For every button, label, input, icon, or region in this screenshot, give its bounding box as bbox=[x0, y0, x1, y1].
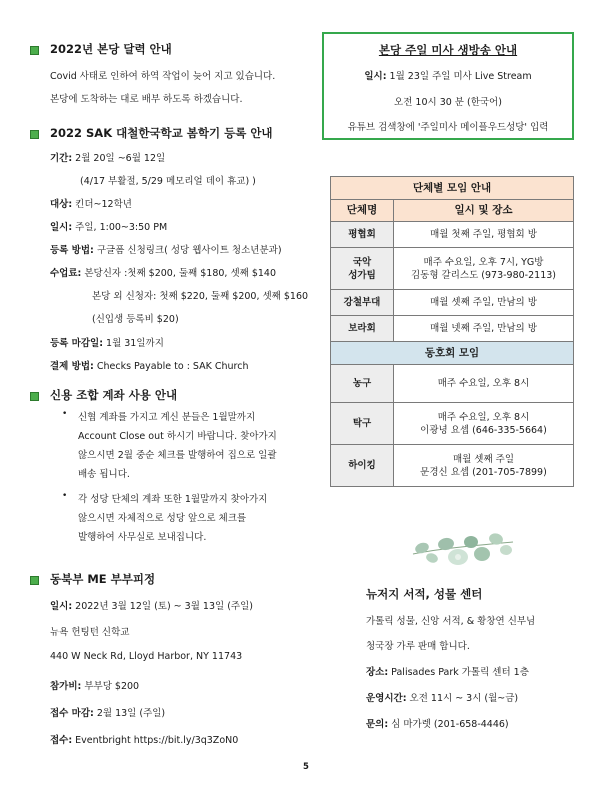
table-row bbox=[331, 248, 574, 290]
me-apply: 접수: Eventbright https://bit.ly/3q3ZoN0 bbox=[50, 735, 239, 746]
groups-title: 단체별 모임 안내 bbox=[331, 177, 574, 200]
clubs-title: 동호회 모임 bbox=[331, 342, 574, 365]
school-registration: 등록 방법: 구글폼 신청링크( 성당 웹사이트 청소년분과) bbox=[50, 245, 282, 256]
group-meetings-table bbox=[330, 176, 574, 487]
school-fee: 수업료: 본당신자 :첫째 $200, 둘째 $180, 셋째 $140 bbox=[50, 268, 277, 279]
calendar-title: 2022년 본당 달력 안내 bbox=[50, 42, 172, 56]
me-place: 뉴욕 헌팅턴 신학교 bbox=[50, 627, 130, 638]
me-fee: 참가비: 부부당 $200 bbox=[50, 681, 140, 692]
credit-union-b1-line-3: 않으시면 2월 중순 체크를 발행하여 집으로 일괄 bbox=[78, 450, 277, 461]
table-row bbox=[331, 290, 574, 316]
school-period-note: (4/17 부활절, 5/29 메모리얼 데이 휴교) ) bbox=[80, 176, 256, 187]
group-name: 국악 성가팀 bbox=[331, 248, 394, 290]
school-period: 기간: 2월 20일 ~6월 12일 bbox=[50, 153, 166, 164]
group-info: 매월 첫째 주일, 평협회 방 bbox=[394, 222, 574, 248]
table-row bbox=[331, 316, 574, 342]
bookstore-hours: 운영시간: 오전 11시 ~ 3시 (월~금) bbox=[366, 693, 519, 704]
bookstore-line-2: 청국장 가루 판매 합니다. bbox=[366, 641, 470, 652]
eucalyptus-leaves-icon bbox=[408, 524, 518, 574]
credit-union-b1-line-2: Account Close out 하시기 바랍니다. 찾아가지 bbox=[78, 431, 277, 442]
group-name: 강철부대 bbox=[331, 290, 394, 316]
school-fee-line-2: 본당 외 신청자: 첫째 $220, 둘째 $200, 셋째 $160 bbox=[92, 291, 309, 302]
table-row bbox=[331, 445, 574, 487]
club-info: 매주 수요일, 오후 8시 이광녕 요셉 (646-335-5664) bbox=[394, 403, 574, 445]
live-stream-time: 일시: 1월 23일 주일 미사 Live Stream bbox=[364, 71, 532, 82]
school-time: 일시: 주일, 1:00~3:50 PM bbox=[50, 222, 168, 233]
section-bullet-icon bbox=[30, 130, 39, 139]
page-number: 5 bbox=[303, 762, 309, 772]
live-stream-title: 본당 주일 미사 생방송 안내 bbox=[378, 43, 518, 57]
list-bullet-icon: • bbox=[62, 409, 68, 419]
group-name: 평협회 bbox=[331, 222, 394, 248]
live-stream-youtube: 유튜브 검색창에 '주일미사 메이플우드성당' 입력 bbox=[347, 122, 549, 133]
group-info: 매월 셋째 주일, 만남의 방 bbox=[394, 290, 574, 316]
group-info: 매월 넷째 주일, 만남의 방 bbox=[394, 316, 574, 342]
credit-union-b1-line-1: 신협 계좌를 가지고 계신 분들은 1월말까지 bbox=[78, 412, 256, 423]
live-stream-time-line-2: 오전 10시 30 분 (한국어) bbox=[394, 97, 502, 108]
list-bullet-icon: • bbox=[62, 491, 68, 501]
school-target: 대상: 킨더~12학년 bbox=[50, 199, 132, 210]
section-bullet-icon bbox=[30, 576, 39, 585]
table-row bbox=[331, 365, 574, 403]
club-name: 하이킹 bbox=[331, 445, 394, 487]
club-name: 탁구 bbox=[331, 403, 394, 445]
table-row bbox=[331, 222, 574, 248]
me-address: 440 W Neck Rd, Lloyd Harbor, NY 11743 bbox=[50, 651, 243, 662]
bookstore-contact: 문의: 심 마가렛 (201-658-4446) bbox=[366, 719, 509, 730]
group-info: 매주 수요일, 오후 7시, YG방 김동형 갈리스도 (973-980-2113) bbox=[394, 248, 574, 290]
group-name: 보라회 bbox=[331, 316, 394, 342]
me-deadline: 접수 마감: 2월 13일 (주일) bbox=[50, 708, 166, 719]
credit-union-title: 신용 조합 계좌 사용 안내 bbox=[50, 388, 178, 402]
groups-col-info: 일시 및 장소 bbox=[394, 200, 574, 222]
school-fee-line-3: (신입생 등록비 $20) bbox=[92, 314, 179, 325]
credit-union-b2-line-2: 않으시면 자체적으로 성당 앞으로 체크를 bbox=[78, 513, 247, 524]
calendar-line-2: 본당에 도착하는 대로 배부 하도록 하겠습니다. bbox=[50, 94, 243, 105]
section-bullet-icon bbox=[30, 392, 39, 401]
bookstore-line-1: 가톨릭 성물, 신앙 서적, & 황창연 신부님 bbox=[366, 616, 536, 627]
bookstore-title: 뉴저지 서적, 성물 센터 bbox=[366, 587, 483, 601]
club-info: 매주 수요일, 오후 8시 bbox=[394, 365, 574, 403]
me-date: 일시: 2022년 3월 12일 (토) ~ 3월 13일 (주일) bbox=[50, 601, 253, 612]
school-deadline: 등록 마감일: 1월 31일까지 bbox=[50, 338, 164, 349]
groups-col-name: 단체명 bbox=[331, 200, 394, 222]
section-bullet-icon bbox=[30, 46, 39, 55]
club-name: 농구 bbox=[331, 365, 394, 403]
credit-union-b1-line-4: 배송 됩니다. bbox=[78, 469, 130, 480]
table-row bbox=[331, 403, 574, 445]
me-title: 동북부 ME 부부피정 bbox=[50, 572, 156, 586]
bookstore-place: 장소: Palisades Park 가톨릭 센터 1층 bbox=[366, 667, 529, 678]
credit-union-b2-line-3: 발행하여 사무실로 보내집니다. bbox=[78, 532, 207, 543]
credit-union-b2-line-1: 각 성당 단체의 계좌 또한 1월말까지 찾아가지 bbox=[78, 494, 268, 505]
club-info: 매월 셋째 주일 문경신 요셉 (201-705-7899) bbox=[394, 445, 574, 487]
calendar-line-1: Covid 사태로 인하여 하역 작업이 늦어 지고 있습니다. bbox=[50, 71, 276, 82]
school-title: 2022 SAK 대철한국학교 봄학기 등록 안내 bbox=[50, 126, 273, 140]
school-payment: 결제 방법: Checks Payable to : SAK Church bbox=[50, 361, 249, 372]
